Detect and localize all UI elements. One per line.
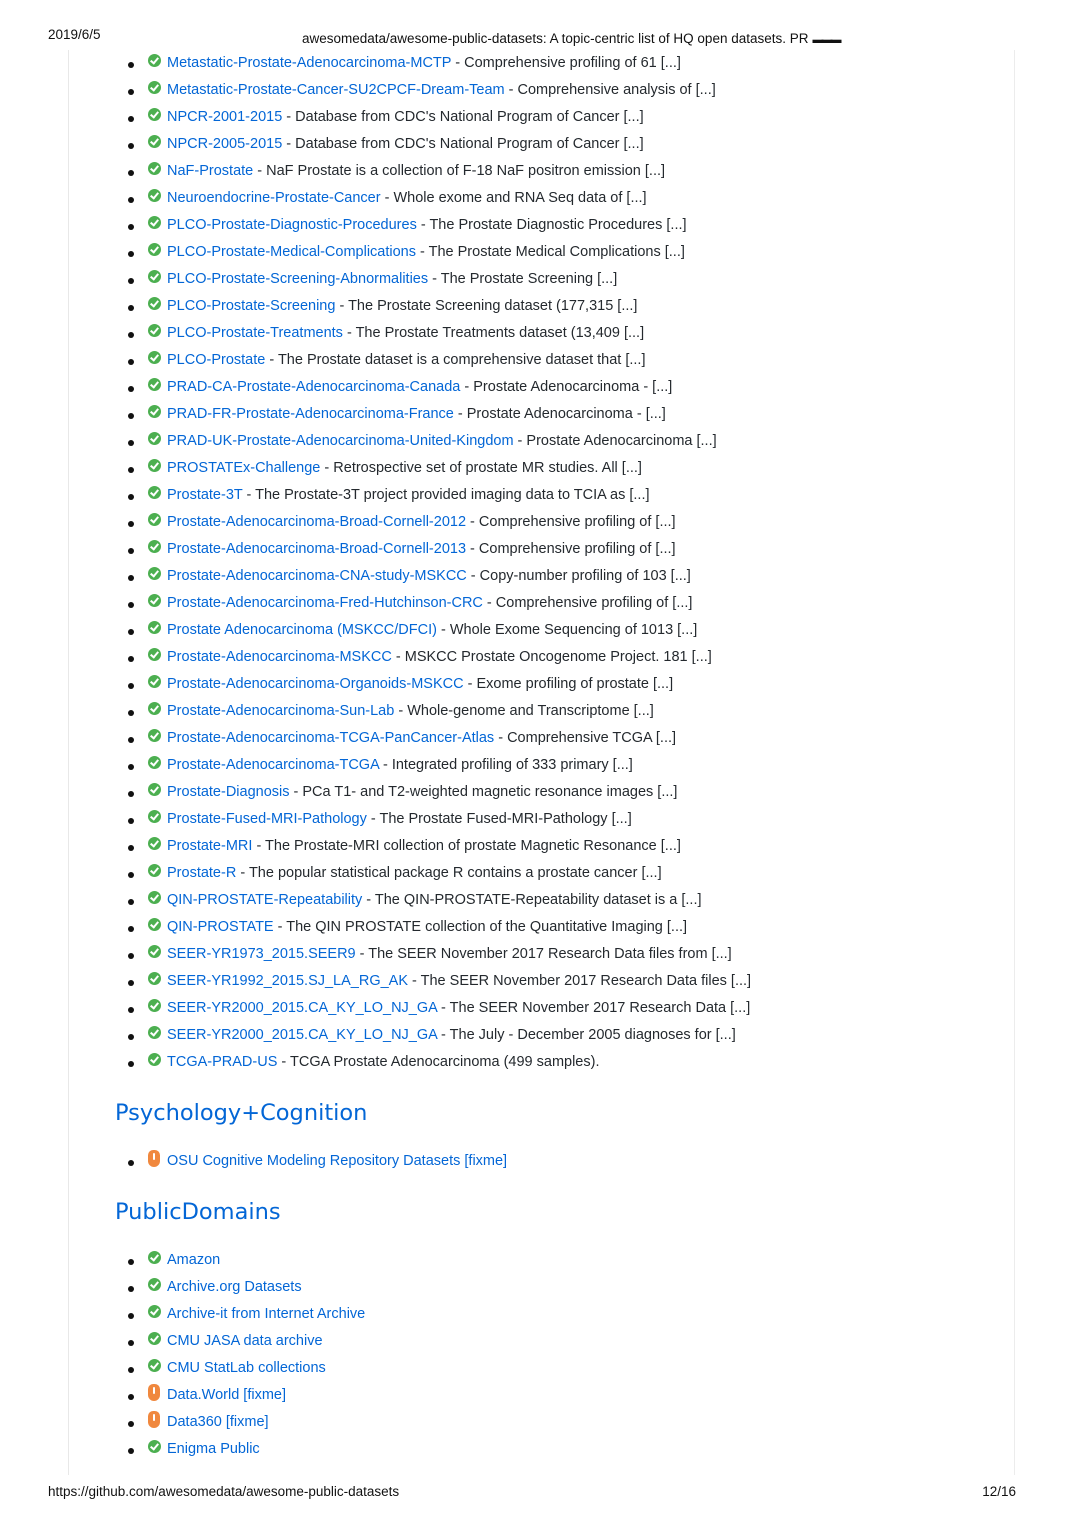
print-header xyxy=(48,27,1032,47)
dataset-description: Comprehensive profiling of 61 [...] xyxy=(464,55,681,71)
dataset-link[interactable]: Prostate-Adenocarcinoma-MSKCC xyxy=(167,649,392,665)
bullet-icon xyxy=(128,89,134,95)
bullet-icon xyxy=(128,251,134,257)
check-circle-icon xyxy=(148,648,161,661)
print-footer xyxy=(48,1484,1032,1504)
check-circle-icon xyxy=(148,189,161,202)
list-item xyxy=(0,860,751,887)
warning-icon xyxy=(148,1411,160,1428)
bullet-icon xyxy=(128,278,134,284)
dataset-link[interactable]: PLCO-Prostate-Screening xyxy=(167,298,336,314)
bullet-icon xyxy=(128,62,134,68)
dataset-description: Comprehensive profiling of [...] xyxy=(478,514,676,530)
heading-psychology-cognition: Psychology+Cognition xyxy=(115,1100,368,1126)
separator: - xyxy=(355,946,369,962)
check-circle-icon xyxy=(148,864,161,877)
dataset-link[interactable]: PRAD-CA-Prostate-Adenocarcinoma-Canada xyxy=(167,379,461,395)
separator: - xyxy=(242,487,256,503)
check-circle-icon xyxy=(148,783,161,796)
bullet-icon xyxy=(128,1313,134,1319)
separator: - xyxy=(391,649,405,665)
separator: - xyxy=(451,55,465,71)
separator: - xyxy=(482,595,496,611)
bullet-icon xyxy=(128,872,134,878)
dataset-link[interactable]: Archive.org Datasets xyxy=(167,1279,302,1295)
bullet-icon xyxy=(128,548,134,554)
dataset-link[interactable]: Prostate-Diagnosis xyxy=(167,784,290,800)
separator: - xyxy=(380,190,394,206)
check-circle-icon xyxy=(148,486,161,499)
list-item xyxy=(0,455,751,482)
list-item xyxy=(0,428,751,455)
list-item xyxy=(0,185,751,212)
print-url: https://github.com/awesomedata/awesome-public-datasets xyxy=(48,1484,400,1499)
list-item xyxy=(0,779,751,806)
check-circle-icon xyxy=(148,675,161,688)
separator: - xyxy=(252,838,266,854)
redacted-mark-icon: ▬▬▬ xyxy=(812,34,840,46)
bullet-icon xyxy=(128,1421,134,1427)
dataset-link[interactable]: PRAD-FR-Prostate-Adenocarcinoma-France xyxy=(167,406,454,422)
dataset-description: The SEER November 2017 Research Data files [...] xyxy=(420,973,752,989)
bullet-icon xyxy=(128,1448,134,1454)
bullet-icon xyxy=(128,170,134,176)
dataset-description: The QIN PROSTATE collection of the Quantitative Imaging [...] xyxy=(286,919,688,935)
list-item xyxy=(0,1274,365,1301)
separator: - xyxy=(265,352,278,368)
separator: - xyxy=(494,730,508,746)
list-item xyxy=(0,320,751,347)
separator: - xyxy=(378,757,392,773)
dataset-description: The July - December 2005 diagnoses for [...] xyxy=(449,1027,736,1043)
list-item xyxy=(0,104,751,131)
bullet-icon xyxy=(128,440,134,446)
check-circle-icon xyxy=(148,1026,161,1039)
separator: - xyxy=(253,163,267,179)
check-circle-icon xyxy=(148,567,161,580)
bullet-icon xyxy=(128,764,134,770)
list-item xyxy=(0,1409,365,1436)
check-circle-icon xyxy=(148,1359,161,1372)
separator: - xyxy=(436,622,450,638)
check-circle-icon xyxy=(148,1332,161,1345)
dataset-description: The Prostate-MRI collection of prostate Magnetic Resonance [...] xyxy=(265,838,681,854)
check-circle-icon xyxy=(148,297,161,310)
list-item xyxy=(0,725,751,752)
check-circle-icon xyxy=(148,1053,161,1066)
bullet-icon xyxy=(128,224,134,230)
check-circle-icon xyxy=(148,270,161,283)
dataset-link[interactable]: Metastatic-Prostate-Adenocarcinoma-MCTP xyxy=(167,55,452,71)
check-circle-icon xyxy=(148,540,161,553)
bullet-icon xyxy=(128,710,134,716)
bullet-icon xyxy=(128,494,134,500)
separator: - xyxy=(466,514,479,530)
dataset-link[interactable]: PRAD-UK-Prostate-Adenocarcinoma-United-Kingdom xyxy=(167,433,514,449)
dataset-description: Prostate Adenocarcinoma - [...] xyxy=(473,379,673,395)
separator: - xyxy=(236,865,249,881)
dataset-link[interactable]: PLCO-Prostate-Diagnostic-Procedures xyxy=(167,217,417,233)
bullet-icon xyxy=(128,197,134,203)
dataset-description: The Prostate Screening [...] xyxy=(440,271,618,287)
list-item xyxy=(0,1382,365,1409)
dataset-description: Whole exome and RNA Seq data of [...] xyxy=(393,190,647,206)
separator: - xyxy=(466,568,480,584)
dataset-link[interactable]: Prostate-MRI xyxy=(167,838,253,854)
list-item xyxy=(0,941,751,968)
dataset-link[interactable]: NPCR-2005-2015 xyxy=(167,136,283,152)
dataset-description: Whole-genome and Transcriptome [...] xyxy=(407,703,654,719)
dataset-link[interactable]: CMU StatLab collections xyxy=(167,1360,326,1376)
check-circle-icon xyxy=(148,810,161,823)
dataset-description: Copy-number profiling of 103 [...] xyxy=(479,568,691,584)
separator: - xyxy=(320,460,334,476)
dataset-link[interactable]: CMU JASA data archive xyxy=(167,1333,323,1349)
list-item xyxy=(0,266,751,293)
dataset-link[interactable]: Enigma Public xyxy=(167,1441,260,1457)
check-circle-icon xyxy=(148,837,161,850)
check-circle-icon xyxy=(148,972,161,985)
bullet-icon xyxy=(128,899,134,905)
dataset-description: The popular statistical package R contains a prostate cancer [...] xyxy=(248,865,662,881)
separator: - xyxy=(394,703,408,719)
separator: - xyxy=(408,973,421,989)
dataset-description: The Prostate Medical Complications [...] xyxy=(428,244,685,260)
list-item xyxy=(0,752,751,779)
dataset-link[interactable]: Amazon xyxy=(167,1252,221,1268)
list-item xyxy=(0,914,751,941)
bullet-icon xyxy=(128,1061,134,1067)
dataset-description: Database from CDC's National Program of Cancer [...] xyxy=(295,109,644,125)
check-circle-icon xyxy=(148,594,161,607)
bullet-icon xyxy=(128,1367,134,1373)
check-circle-icon xyxy=(148,351,161,364)
check-circle-icon xyxy=(148,81,161,94)
bullet-icon xyxy=(128,386,134,392)
check-circle-icon xyxy=(148,513,161,526)
separator: - xyxy=(335,298,349,314)
list-item xyxy=(0,671,751,698)
list-item xyxy=(0,590,751,617)
dataset-description: The Prostate Screening dataset (177,315 [...] xyxy=(348,298,638,314)
dataset-description: Comprehensive profiling of [...] xyxy=(478,541,676,557)
dataset-link[interactable]: SEER-YR1973_2015.SEER9 xyxy=(167,946,356,962)
dataset-link[interactable]: Prostate-Adenocarcinoma-Broad-Cornell-2012 xyxy=(167,514,467,530)
check-circle-icon xyxy=(148,756,161,769)
check-circle-icon xyxy=(148,54,161,67)
list-item xyxy=(0,131,751,158)
check-circle-icon xyxy=(148,216,161,229)
bullet-icon xyxy=(128,791,134,797)
bullet-icon xyxy=(128,683,134,689)
check-circle-icon xyxy=(148,1251,161,1264)
check-circle-icon xyxy=(148,324,161,337)
separator: - xyxy=(289,784,303,800)
bullet-icon xyxy=(128,116,134,122)
page-frame-right xyxy=(1014,50,1015,1475)
list-item xyxy=(0,347,751,374)
separator: - xyxy=(416,244,429,260)
check-circle-icon xyxy=(148,1305,161,1318)
bullet-icon xyxy=(128,521,134,527)
dataset-link[interactable]: Prostate-Adenocarcinoma-Organoids-MSKCC xyxy=(167,676,464,692)
dataset-link[interactable]: Prostate-Fused-MRI-Pathology xyxy=(167,811,367,827)
bullet-icon xyxy=(128,1340,134,1346)
check-circle-icon xyxy=(148,1440,161,1453)
bullet-icon xyxy=(128,953,134,959)
list-item xyxy=(0,158,751,185)
separator: - xyxy=(453,406,467,422)
list-item xyxy=(0,1049,751,1076)
bullet-icon xyxy=(128,818,134,824)
check-circle-icon xyxy=(148,405,161,418)
dataset-description: The Prostate-3T project provided imaging data to TCIA as [...] xyxy=(255,487,650,503)
separator: - xyxy=(366,811,380,827)
bullet-icon xyxy=(128,1286,134,1292)
list-item xyxy=(0,401,751,428)
dataset-link[interactable]: Prostate-3T xyxy=(167,487,243,503)
dataset-link[interactable]: NaF-Prostate xyxy=(167,163,254,179)
print-date: 2019/6/5 xyxy=(48,27,101,42)
dataset-link[interactable]: Prostate-Adenocarcinoma-Sun-Lab xyxy=(167,703,395,719)
dataset-description: Database from CDC's National Program of Cancer [...] xyxy=(295,136,644,152)
dataset-link[interactable]: Data360 [fixme] xyxy=(167,1414,269,1430)
check-circle-icon xyxy=(148,999,161,1012)
dataset-link[interactable]: PLCO-Prostate-Screening-Abnormalities xyxy=(167,271,429,287)
list-item xyxy=(0,77,751,104)
check-circle-icon xyxy=(148,378,161,391)
dataset-description: Whole Exome Sequencing of 1013 [...] xyxy=(449,622,698,638)
dataset-link[interactable]: Prostate-Adenocarcinoma-TCGA-PanCancer-Atlas xyxy=(167,730,495,746)
check-circle-icon xyxy=(148,945,161,958)
check-circle-icon xyxy=(148,729,161,742)
list-item xyxy=(0,1301,365,1328)
dataset-link[interactable]: PROSTATEx-Challenge xyxy=(167,460,321,476)
bullet-icon xyxy=(128,1160,134,1166)
dataset-description: Comprehensive profiling of [...] xyxy=(495,595,693,611)
dataset-description: Comprehensive analysis of [...] xyxy=(517,82,716,98)
dataset-link[interactable]: PLCO-Prostate xyxy=(167,352,266,368)
dataset-description: Retrospective set of prostate MR studies. All [...] xyxy=(333,460,642,476)
dataset-description: The Prostate dataset is a comprehensive dataset that [...] xyxy=(277,352,646,368)
list-item xyxy=(0,1328,365,1355)
heading-public-domains: PublicDomains xyxy=(115,1199,281,1225)
dataset-link[interactable]: OSU Cognitive Modeling Repository Datasets [fixme] xyxy=(167,1153,508,1169)
public-domains-dataset-list xyxy=(0,1247,365,1463)
dataset-description: Prostate Adenocarcinoma [...] xyxy=(526,433,717,449)
bullet-icon xyxy=(128,980,134,986)
dataset-link[interactable]: PLCO-Prostate-Treatments xyxy=(167,325,343,341)
print-title-text: awesomedata/awesome-public-datasets: A topic-centric list of HQ open datasets. PR xyxy=(302,31,809,46)
list-item xyxy=(0,806,751,833)
separator: - xyxy=(463,676,477,692)
list-item xyxy=(0,698,751,725)
separator: - xyxy=(428,271,441,287)
separator: - xyxy=(513,433,527,449)
bullet-icon xyxy=(128,602,134,608)
check-circle-icon xyxy=(148,162,161,175)
dataset-description: Integrated profiling of 333 primary [...] xyxy=(391,757,633,773)
list-item xyxy=(0,374,751,401)
bullet-icon xyxy=(128,143,134,149)
bullet-icon xyxy=(128,629,134,635)
list-item xyxy=(0,563,751,590)
bullet-icon xyxy=(128,737,134,743)
separator: - xyxy=(282,136,296,152)
list-item xyxy=(0,1148,507,1175)
list-item xyxy=(0,482,751,509)
separator: - xyxy=(362,892,375,908)
list-item xyxy=(0,1022,751,1049)
check-circle-icon xyxy=(148,621,161,634)
bullet-icon xyxy=(128,1259,134,1265)
dataset-description: NaF Prostate is a collection of F-18 NaF positron emission [...] xyxy=(266,163,666,179)
bullet-icon xyxy=(128,467,134,473)
check-circle-icon xyxy=(148,243,161,256)
dataset-description: The SEER November 2017 Research Data files from [...] xyxy=(368,946,732,962)
dataset-description: MSKCC Prostate Oncogenome Project. 181 [...] xyxy=(404,649,712,665)
dataset-description: The QIN-PROSTATE-Repeatability dataset is a [...] xyxy=(374,892,702,908)
separator: - xyxy=(277,1054,290,1070)
check-circle-icon xyxy=(148,918,161,931)
check-circle-icon xyxy=(148,459,161,472)
dataset-description: PCa T1- and T2-weighted magnetic resonance images [...] xyxy=(302,784,678,800)
dataset-link[interactable]: Prostate Adenocarcinoma (MSKCC/DFCI) xyxy=(167,622,437,638)
bullet-icon xyxy=(128,575,134,581)
list-item xyxy=(0,509,751,536)
dataset-description: Comprehensive TCGA [...] xyxy=(507,730,677,746)
separator: - xyxy=(437,1027,450,1043)
dataset-description: The SEER November 2017 Research Data [...] xyxy=(449,1000,751,1016)
dataset-link[interactable]: PLCO-Prostate-Medical-Complications xyxy=(167,244,416,260)
dataset-link[interactable]: Neuroendocrine-Prostate-Cancer xyxy=(167,190,381,206)
check-circle-icon xyxy=(148,891,161,904)
separator: - xyxy=(466,541,479,557)
separator: - xyxy=(460,379,474,395)
psychology-dataset-list xyxy=(0,1148,507,1175)
list-item xyxy=(0,212,751,239)
dataset-link[interactable]: NPCR-2001-2015 xyxy=(167,109,283,125)
check-circle-icon xyxy=(148,108,161,121)
separator: - xyxy=(282,109,296,125)
list-item xyxy=(0,968,751,995)
dataset-link[interactable]: Prostate-R xyxy=(167,865,237,881)
dataset-link[interactable]: QIN-PROSTATE-Repeatability xyxy=(167,892,363,908)
list-item xyxy=(0,50,751,77)
bullet-icon xyxy=(128,656,134,662)
dataset-link[interactable]: SEER-YR2000_2015.CA_KY_LO_NJ_GA xyxy=(167,1000,438,1016)
list-item xyxy=(0,833,751,860)
list-item xyxy=(0,1436,365,1463)
dataset-link[interactable]: Prostate-Adenocarcinoma-Fred-Hutchinson-CRC xyxy=(167,595,483,611)
bullet-icon xyxy=(128,845,134,851)
dataset-link[interactable]: QIN-PROSTATE xyxy=(167,919,274,935)
dataset-description: Exome profiling of prostate [...] xyxy=(476,676,674,692)
dataset-description: Prostate Adenocarcinoma - [...] xyxy=(466,406,666,422)
separator: - xyxy=(416,217,430,233)
list-item xyxy=(0,1247,365,1274)
bullet-icon xyxy=(128,332,134,338)
list-item xyxy=(0,239,751,266)
warning-icon xyxy=(148,1150,160,1167)
dataset-link[interactable]: Archive-it from Internet Archive xyxy=(167,1306,366,1322)
bullet-icon xyxy=(128,413,134,419)
separator: - xyxy=(273,919,287,935)
dataset-link[interactable]: TCGA-PRAD-US xyxy=(167,1054,278,1070)
dataset-link[interactable]: Prostate-Adenocarcinoma-Broad-Cornell-2013 xyxy=(167,541,467,557)
warning-icon xyxy=(148,1384,160,1401)
bullet-icon xyxy=(128,1007,134,1013)
dataset-link[interactable]: Prostate-Adenocarcinoma-CNA-study-MSKCC xyxy=(167,568,467,584)
bullet-icon xyxy=(128,1034,134,1040)
check-circle-icon xyxy=(148,1278,161,1291)
bullet-icon xyxy=(128,305,134,311)
list-item xyxy=(0,293,751,320)
dataset-description: TCGA Prostate Adenocarcinoma (499 samples). xyxy=(290,1054,600,1070)
list-item xyxy=(0,995,751,1022)
dataset-link[interactable]: Prostate-Adenocarcinoma-TCGA xyxy=(167,757,379,773)
list-item xyxy=(0,617,751,644)
separator: - xyxy=(342,325,356,341)
dataset-link[interactable]: Data.World [fixme] xyxy=(167,1387,286,1403)
bullet-icon xyxy=(128,926,134,932)
print-title xyxy=(302,31,840,46)
dataset-link[interactable]: Metastatic-Prostate-Cancer-SU2CPCF-Dream-Team xyxy=(167,82,505,98)
check-circle-icon xyxy=(148,135,161,148)
dataset-description: The Prostate Fused-MRI-Pathology [...] xyxy=(379,811,632,827)
list-item xyxy=(0,644,751,671)
separator: - xyxy=(504,82,518,98)
separator: - xyxy=(437,1000,450,1016)
dataset-description: The Prostate Diagnostic Procedures [...] xyxy=(429,217,687,233)
dataset-link[interactable]: SEER-YR1992_2015.SJ_LA_RG_AK xyxy=(167,973,409,989)
print-page-number: 12/16 xyxy=(982,1484,1016,1499)
bullet-icon xyxy=(128,359,134,365)
bullet-icon xyxy=(128,1394,134,1400)
check-circle-icon xyxy=(148,702,161,715)
list-item xyxy=(0,536,751,563)
dataset-description: The Prostate Treatments dataset (13,409 [...] xyxy=(355,325,645,341)
dataset-link[interactable]: SEER-YR2000_2015.CA_KY_LO_NJ_GA xyxy=(167,1027,438,1043)
list-item xyxy=(0,1355,365,1382)
prostate-dataset-list xyxy=(0,50,751,1076)
list-item xyxy=(0,887,751,914)
check-circle-icon xyxy=(148,432,161,445)
